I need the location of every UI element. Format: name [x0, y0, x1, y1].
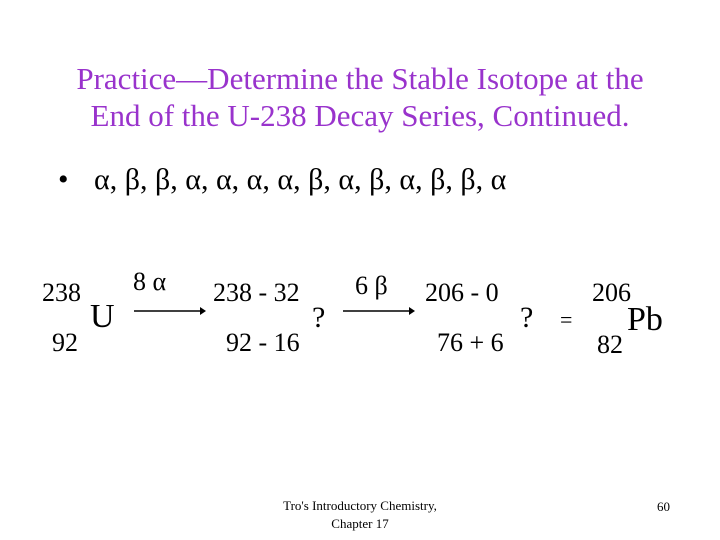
- final-unknown: ?: [520, 301, 534, 334]
- lead-mass-number: 206: [592, 278, 631, 307]
- lead-symbol: Pb: [627, 301, 663, 338]
- intermediate-mass-expression: 238 - 32: [213, 278, 300, 307]
- decay-sequence-text: α, β, β, α, α, α, α, β, α, β, α, β, β, α: [94, 163, 507, 196]
- equals-sign: =: [560, 307, 573, 332]
- arrow-right-icon: [343, 305, 415, 317]
- uranium-symbol: U: [90, 298, 115, 335]
- slide-footer: [250, 497, 470, 533]
- uranium-mass-number: 238: [42, 278, 81, 307]
- decay-sequence-bullet: [58, 160, 506, 200]
- final-mass-expression: 206 - 0: [425, 278, 499, 307]
- page-number: 60: [657, 499, 670, 514]
- beta-count-label: 6 β: [355, 271, 388, 300]
- alpha-count-label: 8 α: [133, 267, 167, 296]
- intermediate-atomic-expression: 92 - 16: [226, 328, 300, 357]
- arrow-right-icon: [134, 305, 206, 317]
- footer-line-1: Tro's Introductory Chemistry,: [283, 498, 437, 513]
- bullet-marker: •: [58, 163, 69, 196]
- slide-title: [20, 60, 700, 134]
- title-line-1: Practice—Determine the Stable Isotope at the: [76, 61, 644, 96]
- uranium-atomic-number: 92: [52, 328, 78, 357]
- final-atomic-expression: 76 + 6: [437, 328, 504, 357]
- footer-line-2: Chapter 17: [331, 516, 389, 531]
- lead-atomic-number: 82: [597, 330, 623, 359]
- title-line-2: End of the U-238 Decay Series, Continued.: [90, 98, 630, 133]
- intermediate-unknown: ?: [312, 301, 326, 334]
